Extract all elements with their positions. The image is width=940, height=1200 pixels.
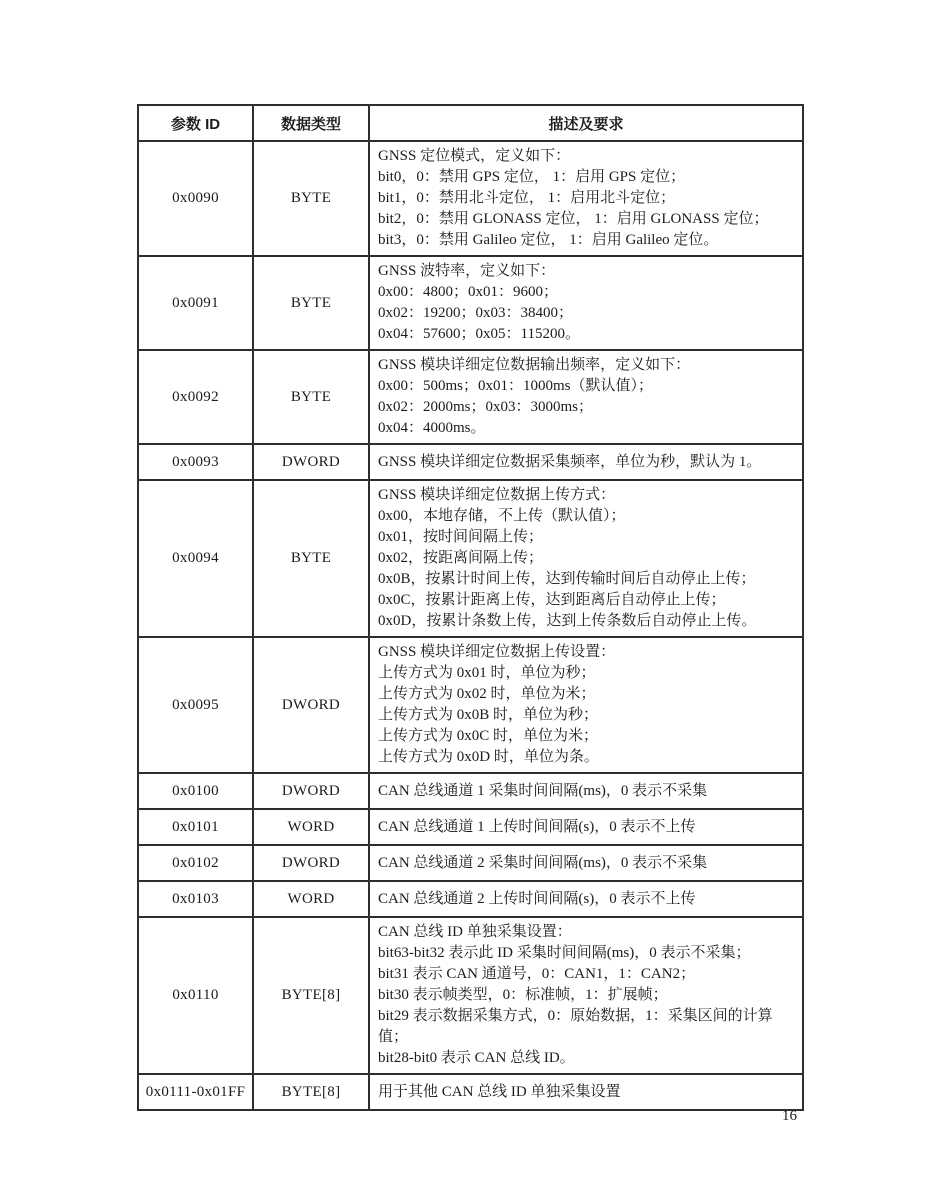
table-row: [138, 256, 803, 350]
parameter-table: [137, 104, 804, 1111]
param-id-cell: 0x0090: [138, 141, 253, 256]
data-type-cell: DWORD: [253, 444, 369, 480]
data-type-cell: WORD: [253, 809, 369, 845]
description-line: GNSS 波特率，定义如下：: [378, 263, 556, 279]
description-line: 上传方式为 0x0D 时，单位为条。: [378, 749, 599, 765]
param-id-cell: 0x0094: [138, 480, 253, 637]
description-cell: [369, 773, 803, 809]
col-header-param-id: 参数 ID: [138, 105, 253, 141]
data-type-cell: BYTE: [253, 480, 369, 637]
description-line: 上传方式为 0x01 时，单位为秒；: [378, 665, 596, 681]
description-cell: [369, 256, 803, 350]
description-line: 0x04：4000ms。: [378, 420, 486, 436]
data-type-cell: DWORD: [253, 637, 369, 773]
description-line: CAN 总线通道 2 上传时间间隔(s)，0 表示不上传: [378, 890, 696, 907]
table-row: [138, 1074, 803, 1110]
description-line: bit29 表示数据采集方式，0：原始数据，1：采集区间的计算值；: [378, 1008, 773, 1045]
table-row: [138, 141, 803, 256]
description-line: 0x00：500ms；0x01：1000ms（默认值）；: [378, 378, 654, 394]
description-cell: [369, 917, 803, 1074]
data-type-cell: BYTE: [253, 141, 369, 256]
description-line: 0x0C，按累计距离上传，达到距离后自动停止上传；: [378, 592, 726, 608]
description-line: 0x00：4800；0x01：9600；: [378, 284, 559, 300]
description-line: CAN 总线通道 1 采集时间间隔(ms)，0 表示不采集: [378, 782, 708, 799]
table-header-row: [138, 105, 803, 141]
table-row: [138, 917, 803, 1074]
description-line: 0x02，按距离间隔上传；: [378, 550, 544, 566]
description-line: GNSS 模块详细定位数据上传方式：: [378, 487, 616, 503]
description-line: 上传方式为 0x02 时，单位为米；: [378, 686, 596, 702]
col-header-data-type: 数据类型: [253, 105, 369, 141]
param-id-cell: 0x0102: [138, 845, 253, 881]
data-type-cell: BYTE[8]: [253, 917, 369, 1074]
description-cell: [369, 881, 803, 917]
description-line: 上传方式为 0x0B 时，单位为秒；: [378, 707, 599, 723]
description-line: 0x00，本地存储，不上传（默认值）；: [378, 508, 626, 524]
description-line: bit3，0：禁用 Galileo 定位， 1：启用 Galileo 定位。: [378, 232, 719, 248]
description-line: bit1，0：禁用北斗定位， 1：启用北斗定位；: [378, 190, 676, 206]
description-cell: [369, 350, 803, 444]
description-cell: [369, 845, 803, 881]
data-type-cell: DWORD: [253, 845, 369, 881]
description-line: bit31 表示 CAN 通道号，0：CAN1，1：CAN2；: [378, 966, 696, 982]
description-cell: [369, 141, 803, 256]
param-id-cell: 0x0111-0x01FF: [138, 1074, 253, 1110]
page-number: 16: [782, 1108, 797, 1124]
table-row: [138, 809, 803, 845]
param-id-cell: 0x0110: [138, 917, 253, 1074]
description-line: CAN 总线通道 2 采集时间间隔(ms)，0 表示不采集: [378, 854, 708, 871]
description-line: GNSS 模块详细定位数据采集频率，单位为秒，默认为 1。: [378, 453, 762, 470]
description-line: 0x02：19200；0x03：38400；: [378, 305, 574, 321]
description-cell: [369, 637, 803, 773]
data-type-cell: BYTE: [253, 256, 369, 350]
description-line: CAN 总线 ID 单独采集设置：: [378, 924, 572, 940]
description-line: bit30 表示帧类型，0：标准帧，1：扩展帧；: [378, 987, 668, 1003]
table-row: [138, 773, 803, 809]
param-id-cell: 0x0101: [138, 809, 253, 845]
description-line: 0x02：2000ms；0x03：3000ms；: [378, 399, 594, 415]
param-id-cell: 0x0093: [138, 444, 253, 480]
description-line: bit28-bit0 表示 CAN 总线 ID。: [378, 1050, 575, 1066]
col-header-description: 描述及要求: [369, 105, 803, 141]
table-row: [138, 637, 803, 773]
data-type-cell: WORD: [253, 881, 369, 917]
description-cell: [369, 809, 803, 845]
description-line: GNSS 模块详细定位数据输出频率，定义如下：: [378, 357, 691, 373]
table-row: [138, 444, 803, 480]
description-line: 上传方式为 0x0C 时，单位为米；: [378, 728, 599, 744]
description-line: GNSS 定位模式，定义如下：: [378, 148, 571, 164]
param-id-cell: 0x0103: [138, 881, 253, 917]
description-line: CAN 总线通道 1 上传时间间隔(s)，0 表示不上传: [378, 818, 696, 835]
data-type-cell: BYTE[8]: [253, 1074, 369, 1110]
table-row: [138, 480, 803, 637]
description-line: bit2，0：禁用 GLONASS 定位， 1：启用 GLONASS 定位；: [378, 211, 769, 227]
description-cell: [369, 480, 803, 637]
description-line: 0x0D，按累计条数上传，达到上传条数后自动停止上传。: [378, 613, 757, 629]
description-cell: [369, 1074, 803, 1110]
param-id-cell: 0x0091: [138, 256, 253, 350]
description-line: GNSS 模块详细定位数据上传设置：: [378, 644, 616, 660]
description-line: bit0，0：禁用 GPS 定位， 1：启用 GPS 定位；: [378, 169, 686, 185]
table-row: [138, 881, 803, 917]
param-id-cell: 0x0100: [138, 773, 253, 809]
description-line: 0x0B，按累计时间上传，达到传输时间后自动停止上传；: [378, 571, 756, 587]
param-id-cell: 0x0095: [138, 637, 253, 773]
description-line: 0x01，按时间间隔上传；: [378, 529, 544, 545]
description-line: 用于其他 CAN 总线 ID 单独采集设置: [378, 1083, 621, 1100]
param-id-cell: 0x0092: [138, 350, 253, 444]
description-cell: [369, 444, 803, 480]
description-line: bit63-bit32 表示此 ID 采集时间间隔(ms)，0 表示不采集；: [378, 945, 751, 961]
table-row: [138, 350, 803, 444]
data-type-cell: DWORD: [253, 773, 369, 809]
description-line: 0x04：57600；0x05：115200。: [378, 326, 580, 342]
data-type-cell: BYTE: [253, 350, 369, 444]
table-row: [138, 845, 803, 881]
